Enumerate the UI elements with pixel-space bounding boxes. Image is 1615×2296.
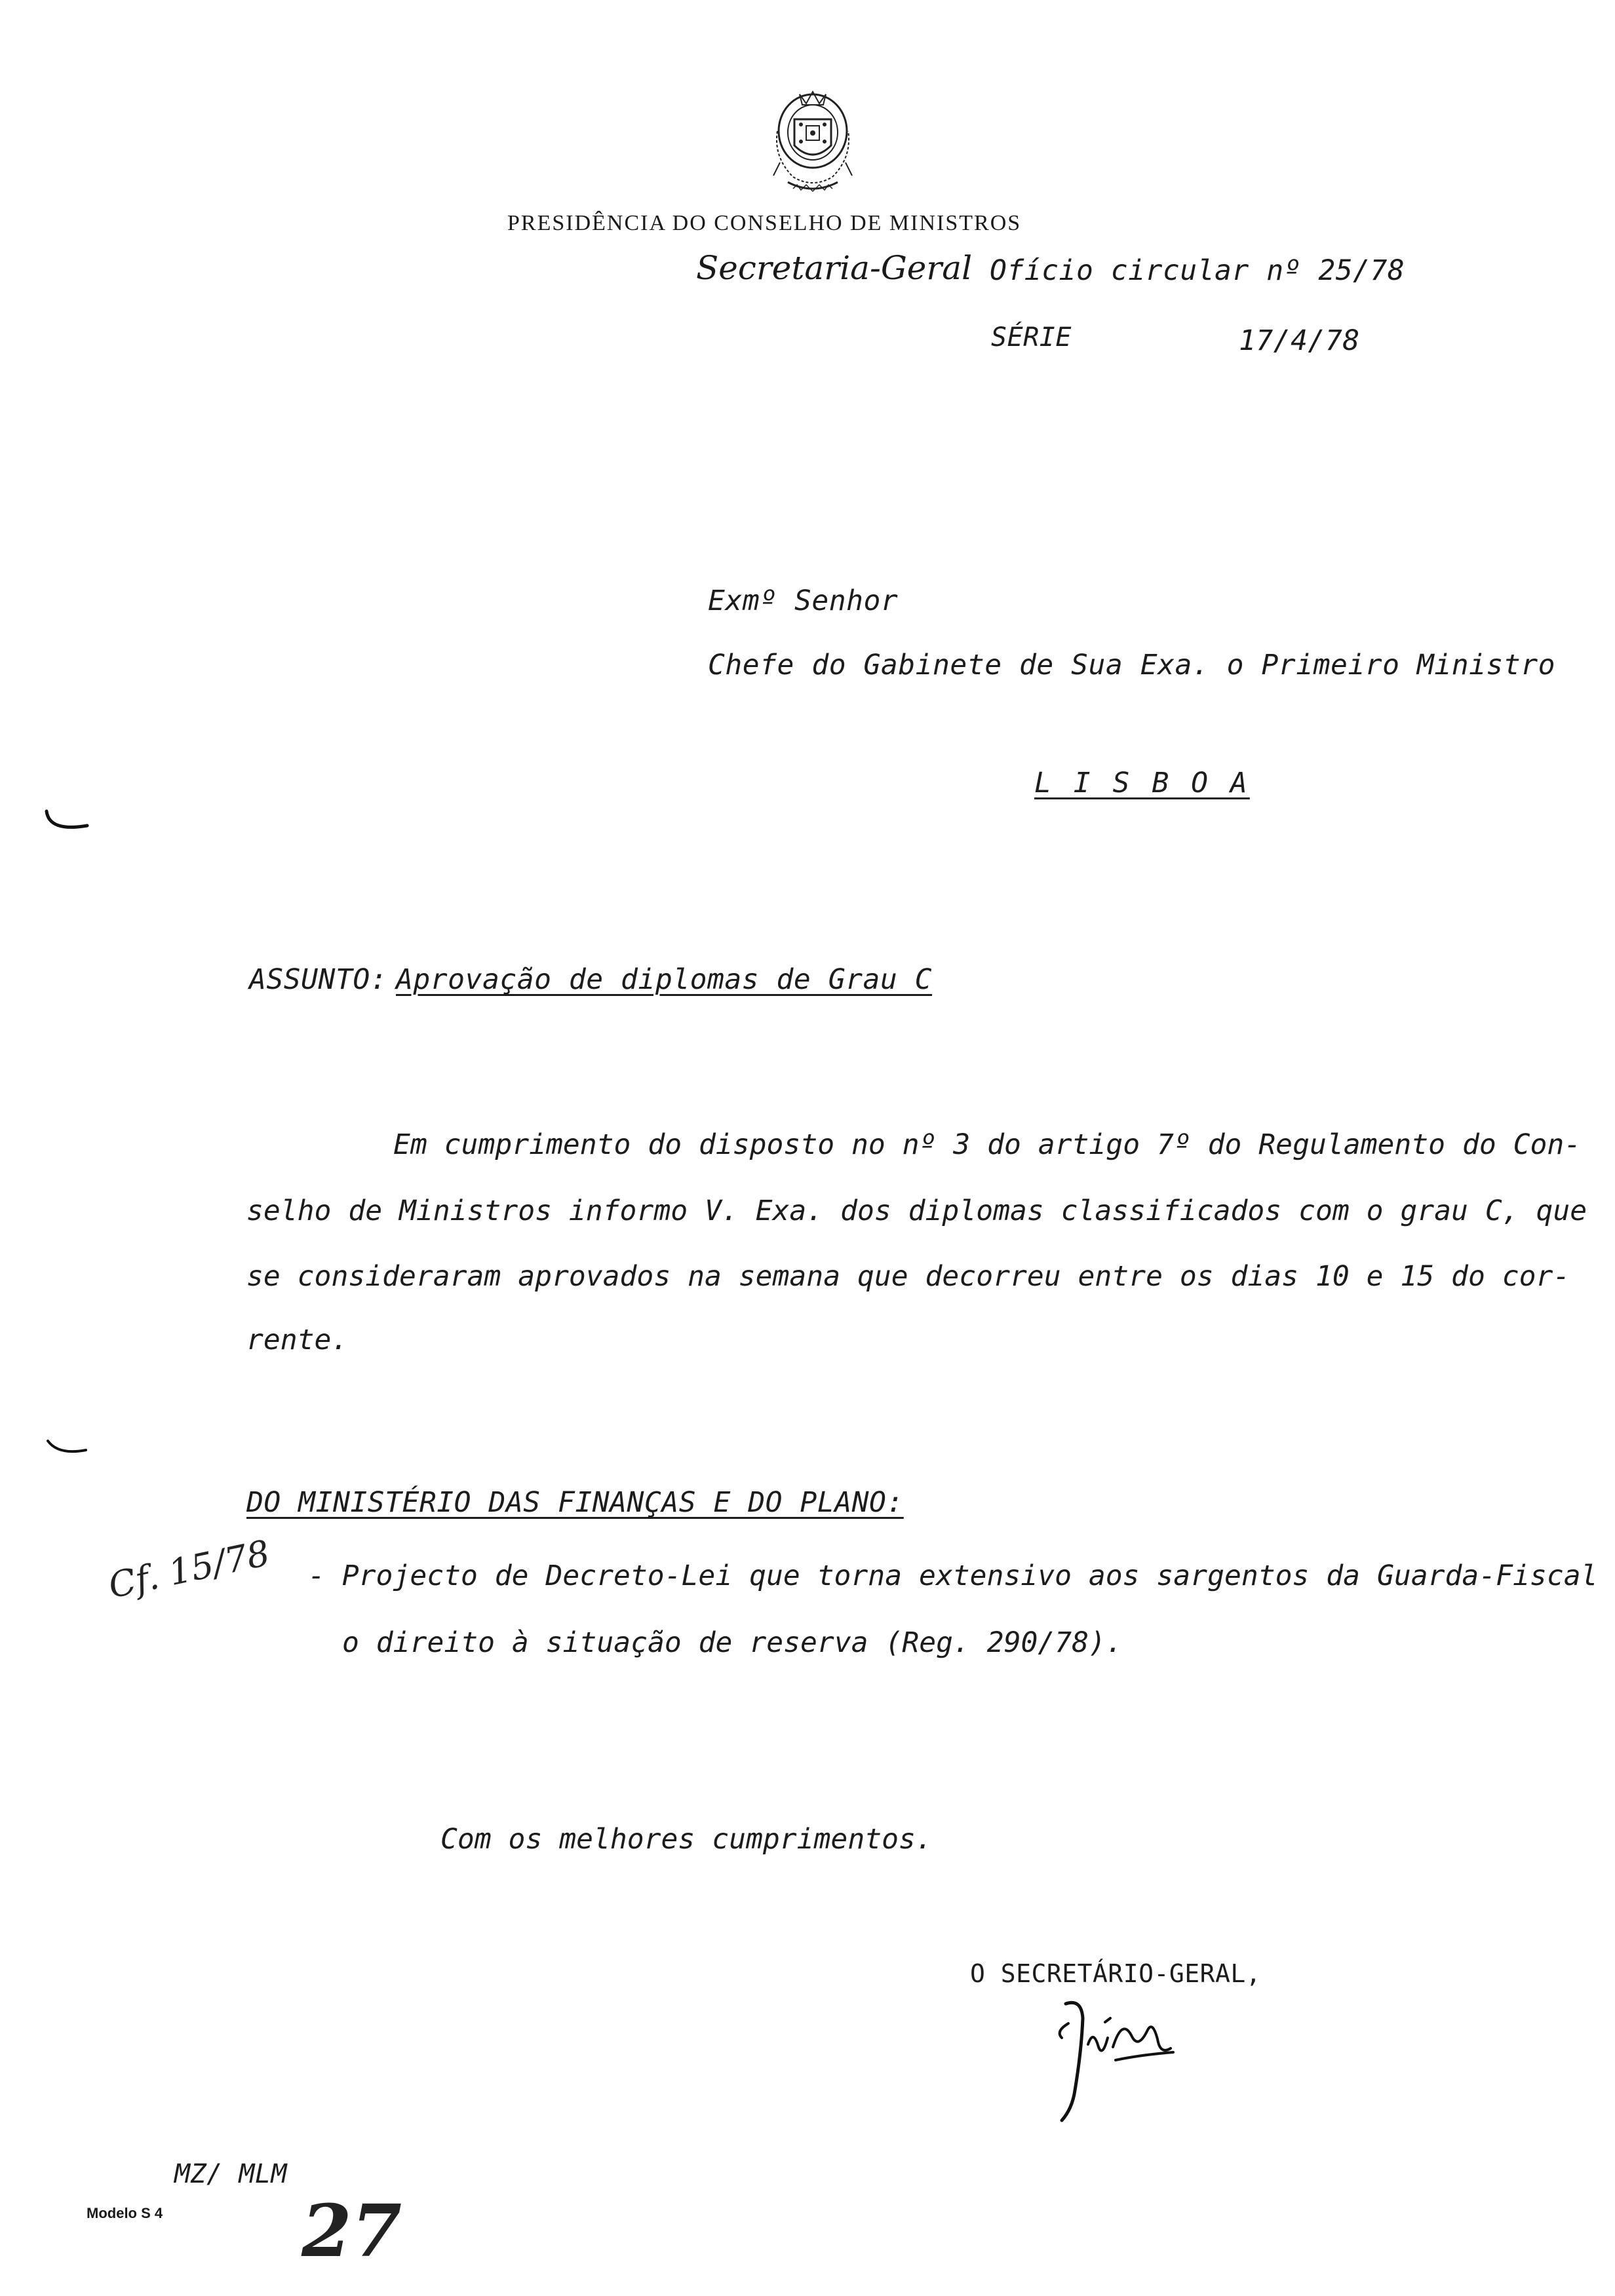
signatory-title: O SECRETÁRIO-GERAL, (970, 1959, 1262, 1988)
subject-label: ASSUNTO: (249, 963, 388, 996)
typist-initials: MZ/ MLM (174, 2159, 288, 2189)
page-number: 27 (302, 2189, 402, 2273)
margin-mark-bottom (43, 1432, 95, 1464)
form-model: Modelo S 4 (87, 2205, 163, 2221)
body-line-4: rente. (246, 1324, 349, 1356)
item-line-1: - Projecto de Decreto-Lei que torna extensivo aos sargentos da Guarda-Fiscal (308, 1559, 1598, 1592)
coat-of-arms-emblem (754, 85, 872, 200)
margin-note: Cf. 15/78 (105, 1532, 273, 1607)
margin-mark-top (43, 806, 95, 845)
institution-heading: PRESIDÊNCIA DO CONSELHO DE MINISTROS (507, 211, 1022, 235)
recipient: Chefe do Gabinete de Sua Exa. o Primeiro Ministro (708, 649, 1556, 681)
ministry-heading: DO MINISTÉRIO DAS FINANÇAS E DO PLANO: (246, 1486, 904, 1519)
salutation: Exmº Senhor (708, 584, 899, 617)
reference-number: Ofício circular nº 25/78 (990, 254, 1405, 287)
item-line-2: o direito à situação de reserva (Reg. 290/78). (342, 1626, 1123, 1659)
body-line-2: selho de Ministros informo V. Exa. dos diplomas classificados com o grau C, que (246, 1195, 1587, 1227)
body-line-3: se consideraram aprovados na semana que decorreu entre os dias 10 e 15 do cor- (246, 1260, 1570, 1293)
letter-date: 17/4/78 (1239, 324, 1360, 357)
city: L I S B O A (1034, 767, 1250, 799)
body-line-1: Em cumprimento do disposto no nº 3 do artigo 7º do Regulamento do Con- (393, 1128, 1582, 1161)
department-name: Secretaria-Geral (696, 249, 973, 287)
signature (1042, 1992, 1199, 2123)
series-label: SÉRIE (991, 322, 1072, 353)
closing-greeting: Com os melhores cumprimentos. (440, 1823, 933, 1856)
subject-text: Aprovação de diplomas de Grau C (396, 963, 933, 996)
